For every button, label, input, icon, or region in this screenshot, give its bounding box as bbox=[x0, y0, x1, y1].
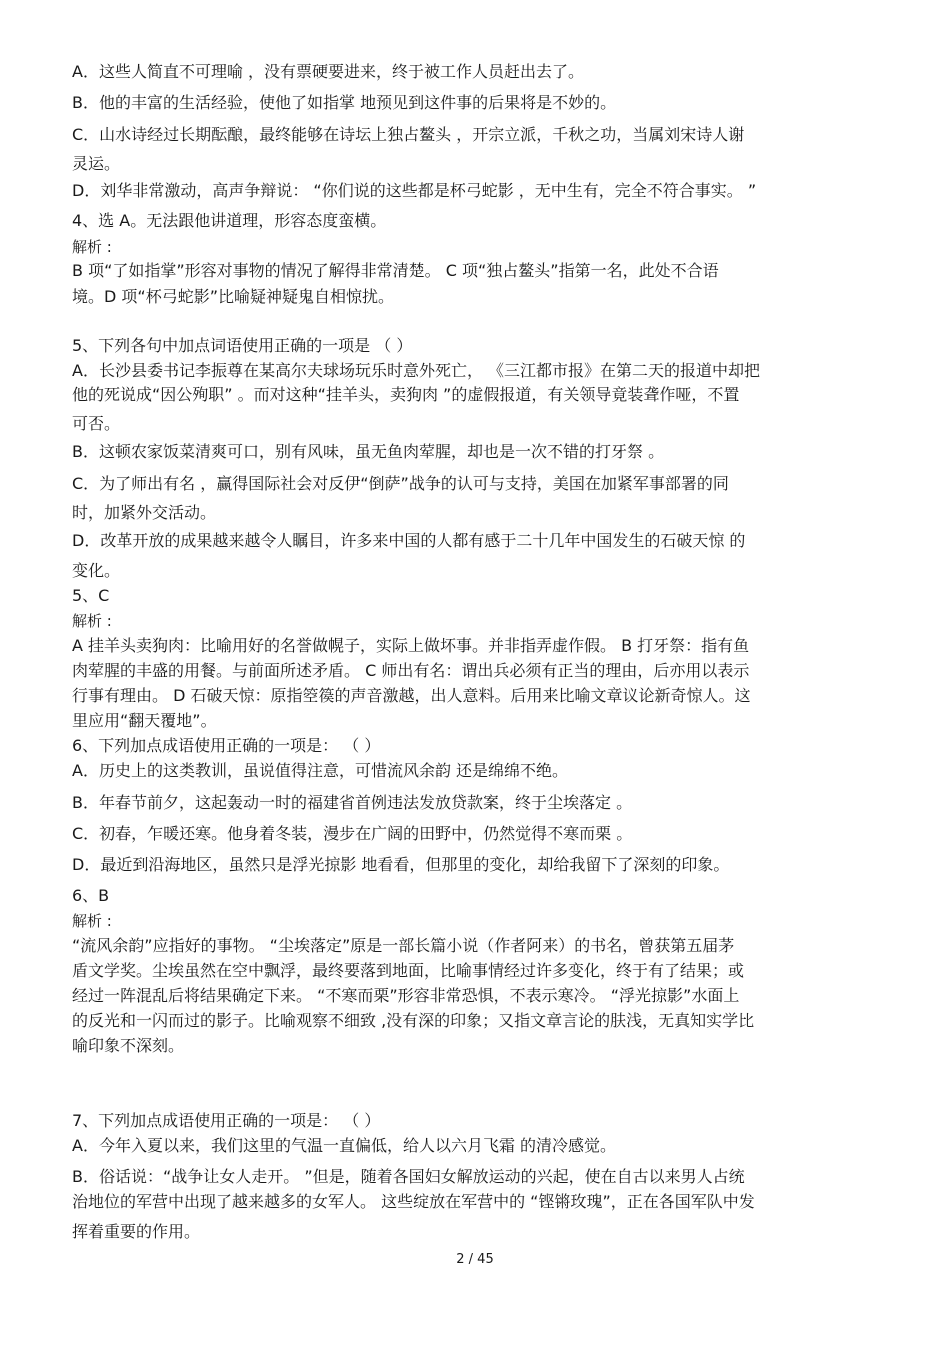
option-b-line: B．俗话说：“战争让女人走开。 ”但是，随着各国妇女解放运动的兴起，使在自古以来男人占统 bbox=[72, 1167, 745, 1186]
option-d-line: D．改革开放的成果越来越令人瞩目，许多来中国的人都有感于二十几年中国发生的石破天惊 的 bbox=[72, 531, 746, 550]
answer-line: 4、选 A。无法跟他讲道理，形容态度蛮横。 bbox=[72, 211, 387, 230]
option-c-line-cont: 时，加紧外交活动。 bbox=[72, 503, 217, 522]
analysis-line: B 项“了如指掌”形容对事物的情况了解得非常清楚。 C 项“独占鳌头”指第一名，此处不合语 bbox=[72, 261, 719, 280]
option-b-line: B．他的丰富的生活经验，使他了如指掌 地预见到这件事的后果将是不妙的。 bbox=[72, 93, 617, 112]
analysis-label: 解析 : bbox=[72, 238, 112, 256]
analysis-line: 盾文学奖。尘埃虽然在空中飘浮，最终要落到地面，比喻事情经过许多变化，终于有了结果；或 bbox=[72, 961, 745, 980]
option-a-line-cont: 可否。 bbox=[72, 414, 121, 433]
option-d-line-cont: 变化。 bbox=[72, 561, 121, 580]
option-d-line: D．刘华非常激动，高声争辩说： “你们说的这些都是杯弓蛇影 ，无中生有，完全不符合事实。 ” bbox=[72, 181, 757, 200]
analysis-line: 肉荤腥的丰盛的用餐。与前面所述矛盾。 C 师出有名：谓出兵必须有正当的理由，后亦用以表示 bbox=[72, 661, 750, 680]
option-d-line: D．最近到沿海地区，虽然只是浮光掠影 地看看，但那里的变化，却给我留下了深刻的印象。 bbox=[72, 855, 730, 874]
analysis-line: A 挂羊头卖狗肉：比喻用好的名誉做幌子，实际上做坏事。并非指弄虚作假。 B 打牙祭：指有鱼 bbox=[72, 636, 750, 655]
analysis-line: “流风余韵”应指好的事物。 “尘埃落定”原是一部长篇小说（作者阿来）的书名，曾获第五届茅 bbox=[72, 936, 735, 955]
question-title: 7、下列加点成语使用正确的一项是： （ ） bbox=[72, 1111, 381, 1130]
option-a-line: A．历史上的这类教训，虽说值得注意，可惜流风余韵 还是绵绵不绝。 bbox=[72, 761, 569, 780]
option-c-line-cont: 灵运。 bbox=[72, 154, 121, 173]
analysis-line: 的反光和一闪而过的影子。比喻观察不细致 ,没有深的印象；又指文章言论的肤浅，无真知实学比 bbox=[72, 1011, 755, 1030]
answer-line: 5、C bbox=[72, 586, 110, 605]
option-a-line: A．今年入夏以来，我们这里的气温一直偏低，给人以六月飞霜 的清冷感觉。 bbox=[72, 1136, 617, 1155]
option-a-line: A．这些人简直不可理喻 ，没有票硬要进来，终于被工作人员赶出去了。 bbox=[72, 62, 585, 81]
analysis-label: 解析 : bbox=[72, 912, 112, 930]
option-c-line: C．初春，乍暖还寒。他身着冬装，漫步在广阔的田野中，仍然觉得不寒而栗 。 bbox=[72, 824, 633, 843]
option-a-line: A．长沙县委书记李振尊在某高尔夫球场玩乐时意外死亡， 《三江都市报》在第二天的报道中却把 bbox=[72, 361, 761, 380]
question-title: 5、下列各句中加点词语使用正确的一项是 （ ） bbox=[72, 336, 413, 355]
analysis-line: 行事有理由。 D 石破天惊：原指箜篌的声音激越，出人意料。后用来比喻文章议论新奇惊人。这 bbox=[72, 686, 751, 705]
option-b-line-cont: 治地位的军营中出现了越来越多的女军人。 这些绽放在军营中的 “铿锵玫瑰”，正在各国军队中发 bbox=[72, 1192, 755, 1211]
analysis-line: 境。D 项“杯弓蛇影”比喻疑神疑鬼自相惊扰。 bbox=[72, 287, 394, 306]
option-a-line-cont: 他的死说成“因公殉职” 。而对这种“挂羊头，卖狗肉 ”的虚假报道，有关领导竟装聋作哑，不置 bbox=[72, 385, 740, 404]
option-b-line: B．这顿农家饭菜清爽可口，别有风味，虽无鱼肉荤腥，却也是一次不错的打牙祭 。 bbox=[72, 442, 665, 461]
question-title: 6、下列加点成语使用正确的一项是： （ ） bbox=[72, 736, 381, 755]
option-b-line-cont: 挥着重要的作用。 bbox=[72, 1222, 201, 1241]
analysis-line: 经过一阵混乱后将结果确定下来。 “不寒而栗”形容非常恐惧，不表示寒冷。 “浮光掠影”水面上 bbox=[72, 986, 740, 1005]
analysis-line: 里应用“翻天覆地”。 bbox=[72, 711, 217, 730]
option-c-line: C．为了师出有名 ，赢得国际社会对反伊“倒萨”战争的认可与支持，美国在加紧军事部署的同 bbox=[72, 474, 729, 493]
page-number: 2 / 45 bbox=[456, 1252, 494, 1267]
analysis-label: 解析 : bbox=[72, 612, 112, 630]
option-c-line: C．山水诗经过长期酝酿，最终能够在诗坛上独占鳌头 ，开宗立派，千秋之功，当属刘宋诗人谢 bbox=[72, 125, 745, 144]
analysis-line: 喻印象不深刻。 bbox=[72, 1036, 185, 1055]
answer-line: 6、B bbox=[72, 886, 110, 905]
option-b-line: B．年春节前夕，这起轰动一时的福建省首例违法发放贷款案，终于尘埃落定 。 bbox=[72, 793, 633, 812]
